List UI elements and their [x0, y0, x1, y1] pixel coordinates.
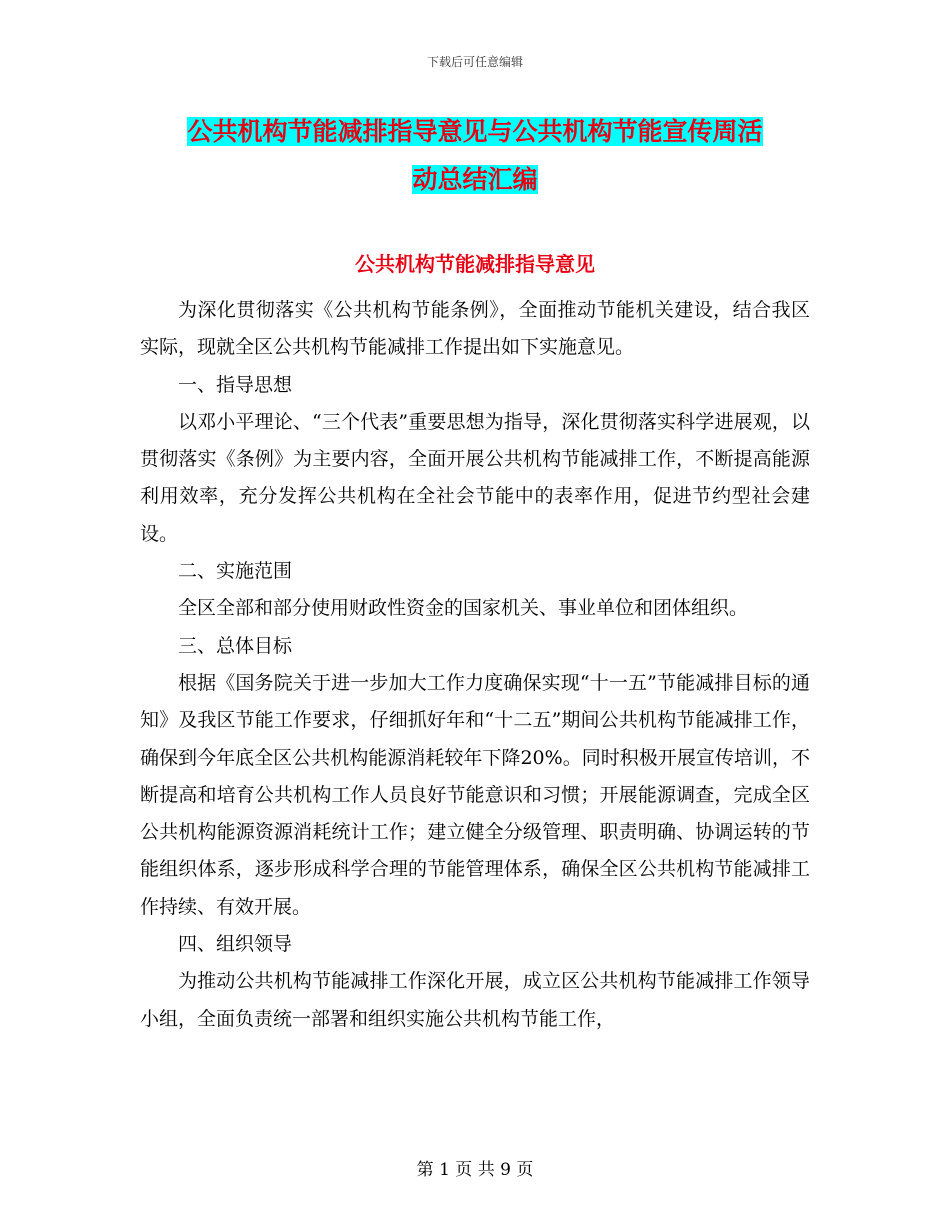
- section-title: 公共机构节能减排指导意见: [355, 252, 595, 276]
- heading-guiding-thought: 一、指导思想: [178, 373, 293, 396]
- document-title-line-2: 动总结汇编: [412, 165, 538, 194]
- paragraph-organization: 为推动公共机构节能减排工作深化开展，成立区公共机构节能减排工作领导小组，全面负责统一部署和组织实施公共机构节能工作，: [140, 970, 810, 1030]
- paragraph-intro: 为深化贯彻落实《公共机构节能条例》，全面推动节能机关建设，结合我区实际，现就全区公共机构节能减排工作提出如下实施意见。: [140, 299, 810, 359]
- heading-organization: 四、组织领导: [178, 933, 293, 956]
- paragraph-overall-goal: 根据《国务院关于进一步加大工作力度确保实现“十一五”节能减排目标的通知》及我区节能工作要求，仔细抓好年和“十二五”期间公共机构节能减排工作，确保到今年底全区公共机构能源消耗较年下降20%。同时积极开展宣传培训，不断提高和培育公共机构工作人员良好节能意识和习惯；开展能源调查，完成全区公共机构能源资源消耗统计工作；建立健全分级管理、职责明确、协调运转的节能组织体系，逐步形成科学合理的节能管理体系，确保全区公共机构节能减排工作持续、有效开展。: [140, 671, 810, 918]
- heading-scope: 二、实施范围: [178, 560, 293, 583]
- paragraph-guiding-thought: 以邓小平理论、“三个代表”重要思想为指导，深化贯彻落实科学进展观，以贯彻落实《条例》为主要内容，全面开展公共机构节能减排工作，不断提高能源利用效率，充分发挥公共机构在全社会节能中的表率作用，促进节约型社会建设。: [140, 410, 810, 545]
- document-title-line-1: 公共机构节能减排指导意见与公共机构节能宣传周活: [187, 117, 763, 146]
- page-footer: 第 1 页 共 9 页: [416, 1160, 534, 1180]
- document-body: [140, 292, 810, 1038]
- paragraph-scope: 全区全部和部分使用财政性资金的国家机关、事业单位和团体组织。: [178, 597, 749, 620]
- heading-overall-goal: 三、总体目标: [178, 634, 293, 657]
- header-note: 下载后可任意编辑: [426, 55, 523, 69]
- document-title: [140, 108, 810, 204]
